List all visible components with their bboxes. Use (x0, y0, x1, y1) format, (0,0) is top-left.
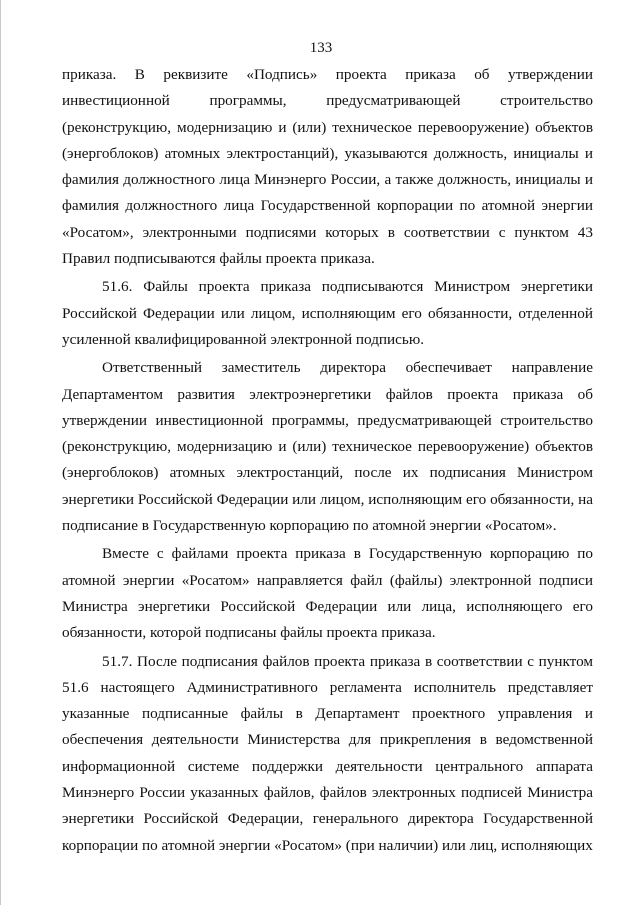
paragraph-signature-files: Вместе с файлами проекта приказа в Государственную корпорацию по атомной энергии «Росатом» направляется файл (файлы) электронной подписи Министра энергетики Российской Федерации или лица, исполняющего его обязанности, которой подписаны файлы проекта приказа. (62, 545, 593, 642)
page-number: 133 (309, 40, 333, 56)
document-body (62, 62, 593, 861)
paragraph-responsible-deputy: Ответственный заместитель директора обеспечивает направление Департаментом развития электроэнергетики файлов проекта приказа об утверждении инвестиционной программы, предусматривающей строительство (реконструкцию, модернизацию и (или) техническое перевооружение) объектов (энергоблоков) атомных электростанций, после их подписания Министром энергетики Российской Федерации или лицом, исполняющим его обязанности, на подписание в Государственную корпорацию по атомной энергии «Росатом». (62, 359, 593, 535)
paragraph-51-7: 51.7. После подписания файлов проекта приказа в соответствии с пунктом 51.6 настоящего Административного регламента исполнитель представляет указанные подписанные файлы в Департамент проектного управления и обеспечения деятельности Министерства для прикрепления в ведомственной информационной системе поддержки деятельности центрального аппарата Минэнерго России указанных файлов, файлов электронных подписей Министра энергетики Российской Федерации, генерального директора Государственной корпорации по атомной энергии «Росатом» (при наличии) или лиц, исполняющих (62, 652, 593, 854)
paragraph-continuation: приказа. В реквизите «Подпись» проекта приказа об утверждении инвестиционной программы, предусматривающей строительство (реконструкцию, модернизацию и (или) техническое перевооружение) объектов (энергоблоков) атомных электростанций), указываются должность, инициалы и фамилия должностного лица Минэнерго России, а также должность, инициалы и фамилия должностного лица Государственной корпорации по атомной энергии «Росатом», электронными подписями которых в соответствии с пунктом 43 Правил подписываются файлы проекта приказа. (62, 66, 593, 268)
paragraph-51-6: 51.6. Файлы проекта приказа подписываются Министром энергетики Российской Федерации или лицом, исполняющим его обязанности, отделенной усиленной квалифицированной электронной подписью. (62, 278, 593, 348)
